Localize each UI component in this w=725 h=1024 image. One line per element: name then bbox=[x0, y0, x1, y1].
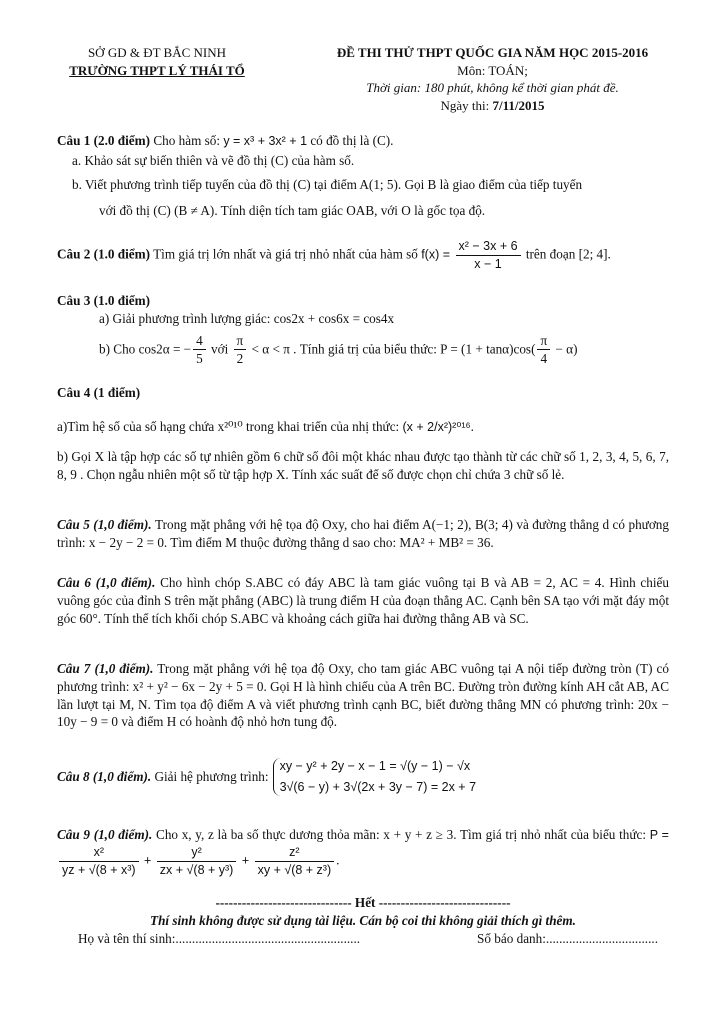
org-name: SỞ GD & ĐT BẮC NINH bbox=[87, 45, 227, 60]
q1-intro: Cho hàm số: bbox=[150, 133, 224, 148]
q3-b-pi: π bbox=[234, 332, 247, 351]
q6-text: Cho hình chóp S.ABC có đáy ABC là tam giác vuông tại B và AB = 2, AC = 4. Hình chiếu vuông góc của đỉnh S trên mặt phẳng (ABC) là trung điểm H của đoạn thẳng AC. Cạnh bên SA tạo với mặt đáy một góc 60°. Tính thể tích khối chóp S.ABC và khoảng cách giữa hai đường thẳng AB và SC. bbox=[57, 575, 669, 626]
q3-b-text1: b) Cho cos2α = − bbox=[99, 340, 192, 356]
header-left bbox=[52, 44, 262, 79]
q3-b-four: 4 bbox=[540, 351, 548, 367]
candidate-name-field: Họ và tên thí sinh:........................................................ bbox=[78, 931, 361, 946]
q9-den1: yz + √(8 + x³) bbox=[62, 862, 136, 877]
question-1 bbox=[57, 132, 669, 219]
q5-text: Trong mặt phẳng với hệ tọa độ Oxy, cho hai điểm A(−1; 2), B(3; 4) và đường thẳng d có phương trình: x − 2y − 2 = 0. Tìm điểm M thuộc đường thẳng d sao cho: MA² + MB² = 36. bbox=[57, 517, 669, 550]
q9-frac2 bbox=[157, 844, 237, 879]
q9-num2: y² bbox=[157, 844, 237, 862]
q1-part-b-line1: b. Viết phương trình tiếp tuyến của đồ thị (C) tại điểm A(1; 5). Gọi B là giao điểm của tiếp tuyến bbox=[72, 176, 583, 192]
q4-a-text: a)Tìm hệ số của số hạng chứa x²⁰¹⁰ trong khai triển của nhị thức: bbox=[57, 418, 403, 434]
header-right bbox=[300, 44, 685, 114]
q4-a-expression: (x + 2/x²)²⁰¹⁶ bbox=[402, 419, 471, 434]
q3-b-text4: − α) bbox=[552, 340, 578, 356]
q3-label: Câu 3 (1.0 điểm) bbox=[57, 293, 151, 308]
q1-formula: y = x³ + 3x² + 1 bbox=[223, 134, 308, 148]
q8-equation-2: 3√(6 − y) + 3√(2x + 3y − 7) = 2x + 7 bbox=[279, 779, 477, 794]
q8-equation-1: xy − y² + 2y − x − 1 = √(y − 1) − √x bbox=[279, 759, 471, 773]
question-7 bbox=[57, 660, 669, 731]
q2-numerator: x² − 3x + 6 bbox=[456, 238, 521, 256]
q3-b-text2: với bbox=[207, 340, 232, 356]
q2-text2: trên đoạn [2; 4]. bbox=[522, 246, 611, 262]
question-3 bbox=[57, 292, 669, 368]
q3-b-frac1 bbox=[193, 332, 206, 369]
q2-fraction bbox=[456, 238, 521, 273]
q9-frac3 bbox=[255, 844, 335, 879]
q9-den2: zx + √(8 + y³) bbox=[159, 862, 234, 877]
footer-note: Thí sinh không được sử dụng tài liệu. Cán bộ coi thi không giải thích gì thêm. bbox=[150, 913, 576, 928]
q3-b-den: 5 bbox=[196, 351, 203, 367]
q9-frac1 bbox=[59, 844, 139, 879]
school-name: TRƯỜNG THPT LÝ THÁI TỔ bbox=[69, 62, 245, 78]
question-6 bbox=[57, 574, 669, 627]
q3-b-num: 4 bbox=[193, 332, 206, 351]
q3-part-b bbox=[99, 332, 669, 369]
exam-subject: Môn: TOÁN; bbox=[457, 62, 528, 78]
q1-part-a: a. Khảo sát sự biến thiên và vẽ đồ thị (C) của hàm số. bbox=[72, 152, 355, 168]
exam-date-line bbox=[300, 97, 685, 115]
q2-label: Câu 2 (1.0 điểm) bbox=[57, 246, 151, 262]
exam-time: Thời gian: 180 phút, không kể thời gian phát đề. bbox=[366, 80, 619, 96]
q9-num1: x² bbox=[59, 844, 139, 862]
q4-part-b: b) Gọi X là tập hợp các số tự nhiên gồm 6 chữ số đôi một khác nhau được tạo thành từ các chữ số 1, 2, 3, 4, 5, 6, 7, 8, 9 . Chọn ngẫu nhiên một số từ tập hợp X. Tính xác suất để số được chọn chỉ chứa 3 chữ số lẻ. bbox=[57, 448, 669, 482]
candidate-info bbox=[78, 930, 658, 948]
q3-b-pi2: π bbox=[537, 332, 550, 351]
q6-label: Câu 6 (1,0 điểm). bbox=[57, 575, 156, 590]
exam-title: ĐỀ THI THỬ THPT QUỐC GIA NĂM HỌC 2015-2016 bbox=[336, 45, 649, 60]
q2-fx: f(x) = bbox=[421, 247, 454, 262]
exam-date: 7/11/2015 bbox=[492, 97, 545, 113]
q1-part-b-line2: với đồ thị (C) (B ≠ A). Tính diện tích tam giác OAB, với O là gốc tọa độ. bbox=[99, 202, 486, 218]
q8-text: Giải hệ phương trình: bbox=[151, 768, 269, 784]
q3-b-two: 2 bbox=[236, 351, 244, 367]
q9-num3: z² bbox=[255, 844, 335, 862]
q5-label: Câu 5 (1,0 điểm). bbox=[57, 517, 152, 532]
q8-system bbox=[273, 758, 476, 796]
q7-label: Câu 7 (1,0 điểm). bbox=[57, 661, 154, 676]
question-5 bbox=[57, 516, 669, 552]
q7-text: Trong mặt phẳng với hệ tọa độ Oxy, cho tam giác ABC vuông tại A nội tiếp đường tròn (T) có phương trình: x² + y² − 6x − 2y + 5 = 0. Gọi H là hình chiếu của A trên BC. Đường tròn đường kính AH cắt AB, AC lần lượt tại M, N. Tìm tọa độ điểm A và viết phương trình cạnh BC, biết đường thẳng MN có phương trình: 20x − 10y − 9 = 0 và điểm H có hoành độ nhỏ hơn tung độ. bbox=[57, 661, 669, 730]
question-2 bbox=[57, 238, 669, 273]
q9-P: P = bbox=[649, 828, 669, 842]
q3-part-a: a) Giải phương trình lượng giác: cos2x + cos6x = cos4x bbox=[99, 310, 395, 326]
q2-text1: Tìm giá trị lớn nhất và giá trị nhỏ nhất của hàm số bbox=[150, 246, 422, 262]
q9-label: Câu 9 (1,0 điểm). bbox=[57, 827, 153, 842]
q3-b-frac3 bbox=[537, 332, 550, 369]
q8-intro bbox=[57, 768, 269, 786]
q1-label: Câu 1 (2.0 điểm) bbox=[57, 133, 151, 148]
question-8 bbox=[57, 758, 669, 796]
question-9: Câu 9 (1,0 điểm). Cho x, y, z là ba số thực dương thỏa mãn: x + y + z ≥ 3. Tìm giá trị nhỏ nhất của biểu thức: P = $\frac{\text{x²}}{\text{yz + √(8 + x³)}}$ + $\frac{\text{y²}}{\text{zx + √(8 + y³)}}$ + $\frac{\text{z²}}{\text{xy + √(8 + z³)}}$ . bbox=[57, 827, 669, 877]
exam-date-label: Ngày thi: bbox=[440, 97, 493, 113]
q2-denominator: x − 1 bbox=[474, 256, 502, 271]
end-marker: ------------------------------- Hết ------------------------------ bbox=[215, 895, 511, 910]
candidate-number-field: Số báo danh:.................................. bbox=[477, 931, 658, 946]
q4-label: Câu 4 (1 điểm) bbox=[57, 385, 141, 400]
q4-part-a: a)Tìm hệ số của số hạng chứa x²⁰¹⁰ trong khai triển của nhị thức: (x + 2/x²)²⁰¹⁶. bbox=[57, 418, 474, 434]
q1-intro-end: có đồ thị là (C). bbox=[307, 133, 394, 148]
q9-text: Cho x, y, z là ba số thực dương thỏa mãn: x + y + z ≥ 3. Tìm giá trị nhỏ nhất của biểu thức: bbox=[152, 827, 650, 842]
q8-row bbox=[57, 758, 669, 796]
q3-b-text3: < α < π . Tính giá trị của biểu thức: P = (1 + tanα)cos( bbox=[248, 340, 536, 356]
question-4 bbox=[57, 384, 669, 483]
q8-label: Câu 8 (1,0 điểm). bbox=[57, 768, 152, 784]
q3-b-frac2 bbox=[234, 332, 247, 369]
q9-den3: xy + √(8 + z³) bbox=[257, 862, 332, 877]
